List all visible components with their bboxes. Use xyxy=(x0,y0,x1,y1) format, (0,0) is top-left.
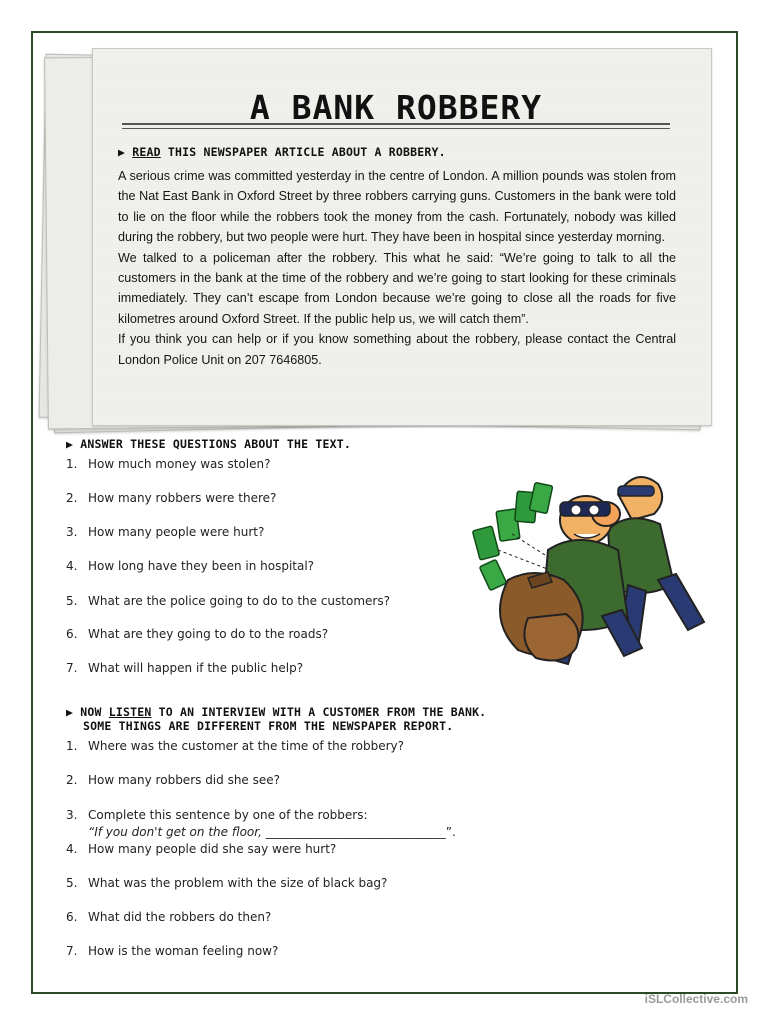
question-text: How is the woman feeling now? xyxy=(88,944,279,958)
section-listening-questions xyxy=(66,705,626,733)
section-heading-line2: SOME THINGS ARE DIFFERENT FROM THE NEWSPAPER REPORT. xyxy=(83,719,454,733)
question-item xyxy=(66,559,314,573)
question-number: 7. xyxy=(66,661,78,675)
money-bag-icon xyxy=(500,572,583,660)
question-item xyxy=(66,842,336,856)
title-rule xyxy=(122,128,670,129)
question-text: How many people did she say were hurt? xyxy=(88,842,337,856)
answer-blank: ______________________________ xyxy=(261,825,446,839)
question-number: 3. xyxy=(66,525,78,539)
section-heading-keyword: LISTEN xyxy=(108,705,152,719)
question-number: 5. xyxy=(66,594,78,608)
section-heading-text: ANSWER THESE QUESTIONS ABOUT THE TEXT. xyxy=(80,437,351,451)
question-text: How many robbers were there? xyxy=(88,491,277,505)
question-number: 1. xyxy=(66,739,78,753)
play-icon: ▶ xyxy=(66,705,74,719)
article-instruction xyxy=(118,145,676,159)
question-text: What did the robbers do then? xyxy=(88,910,272,924)
question-item xyxy=(66,910,271,924)
page-title: A BANK ROBBERY xyxy=(249,88,543,127)
question-number: 7. xyxy=(66,944,78,958)
question-text: How many robbers did she see? xyxy=(88,773,281,787)
question-text: How long have they been in hospital? xyxy=(88,559,315,573)
article-paragraph: If you think you can help or if you know something about the robbery, please contact the Central London Police Unit on 207 7646805. xyxy=(118,332,676,367)
question-text: What was the problem with the size of black bag? xyxy=(88,876,388,890)
question-item xyxy=(66,808,368,822)
play-icon: ▶ xyxy=(118,145,126,159)
question-item xyxy=(66,594,390,608)
question-number: 4. xyxy=(66,559,78,573)
section-reading-questions xyxy=(66,437,626,451)
question-item xyxy=(66,739,404,753)
section-heading xyxy=(66,437,626,451)
question-text: What will happen if the public help? xyxy=(88,661,304,675)
article-body xyxy=(118,166,676,370)
robbers-illustration xyxy=(468,450,730,670)
question-text: Where was the customer at the time of the robbery? xyxy=(88,739,405,753)
article-paragraph: We talked to a policeman after the robbery. This what he said: “We’re going to talk to all the customers in the bank at the time of the robbery and we’re going to start looking for these criminals immediately. They can’t escape from London because we’re going to close all the roads for five kilometres around Oxford Street. If the public help us, we will catch them”. xyxy=(118,250,676,326)
question-item xyxy=(66,457,270,471)
question-number: 2. xyxy=(66,773,78,787)
question-text: How much money was stolen? xyxy=(88,457,271,471)
article xyxy=(118,145,676,370)
question-number: 2. xyxy=(66,491,78,505)
question-item xyxy=(66,491,276,505)
question-item xyxy=(66,661,303,675)
question-item xyxy=(66,876,387,890)
question-text: What are they going to do to the roads? xyxy=(88,627,329,641)
watermark: iSLCollective.com xyxy=(644,992,748,1006)
question-number: 6. xyxy=(66,627,78,641)
question-number: 3. xyxy=(66,808,78,822)
question-item xyxy=(66,627,328,641)
question-number: 5. xyxy=(66,876,78,890)
question-text: What are the police going to do to the customers? xyxy=(88,594,390,608)
question-item xyxy=(66,944,278,958)
section-heading-text: NOW xyxy=(80,705,102,719)
sentence-italic: “If you don't get on the floor, xyxy=(88,825,262,839)
title-rule xyxy=(122,123,670,125)
play-icon: ▶ xyxy=(66,437,74,451)
sentence-completion xyxy=(88,825,456,839)
section-heading-text: TO AN INTERVIEW WITH A CUSTOMER FROM THE BANK. xyxy=(158,705,487,719)
sentence-end: ”. xyxy=(445,825,456,839)
question-item xyxy=(66,773,280,787)
article-paragraph: A serious crime was committed yesterday in the centre of London. A million pounds was stolen from the Nat East Bank in Oxford Street by three robbers carrying guns. Customers in the bank were told to lie on the floor while the robbers took the money from the cash. Fortunately, nobody was killed during the robbery, but two people were hurt. They have been in hospital since yesterday morning. xyxy=(118,169,676,245)
question-number: 4. xyxy=(66,842,78,856)
instruction-keyword: READ xyxy=(132,145,161,159)
question-number: 1. xyxy=(66,457,78,471)
instruction-text: THIS NEWSPAPER ARTICLE ABOUT A ROBBERY. xyxy=(167,145,446,159)
section-heading xyxy=(66,705,626,719)
question-text: How many people were hurt? xyxy=(88,525,265,539)
question-text: Complete this sentence by one of the robbers: xyxy=(88,808,368,822)
question-item xyxy=(66,525,264,539)
question-number: 6. xyxy=(66,910,78,924)
